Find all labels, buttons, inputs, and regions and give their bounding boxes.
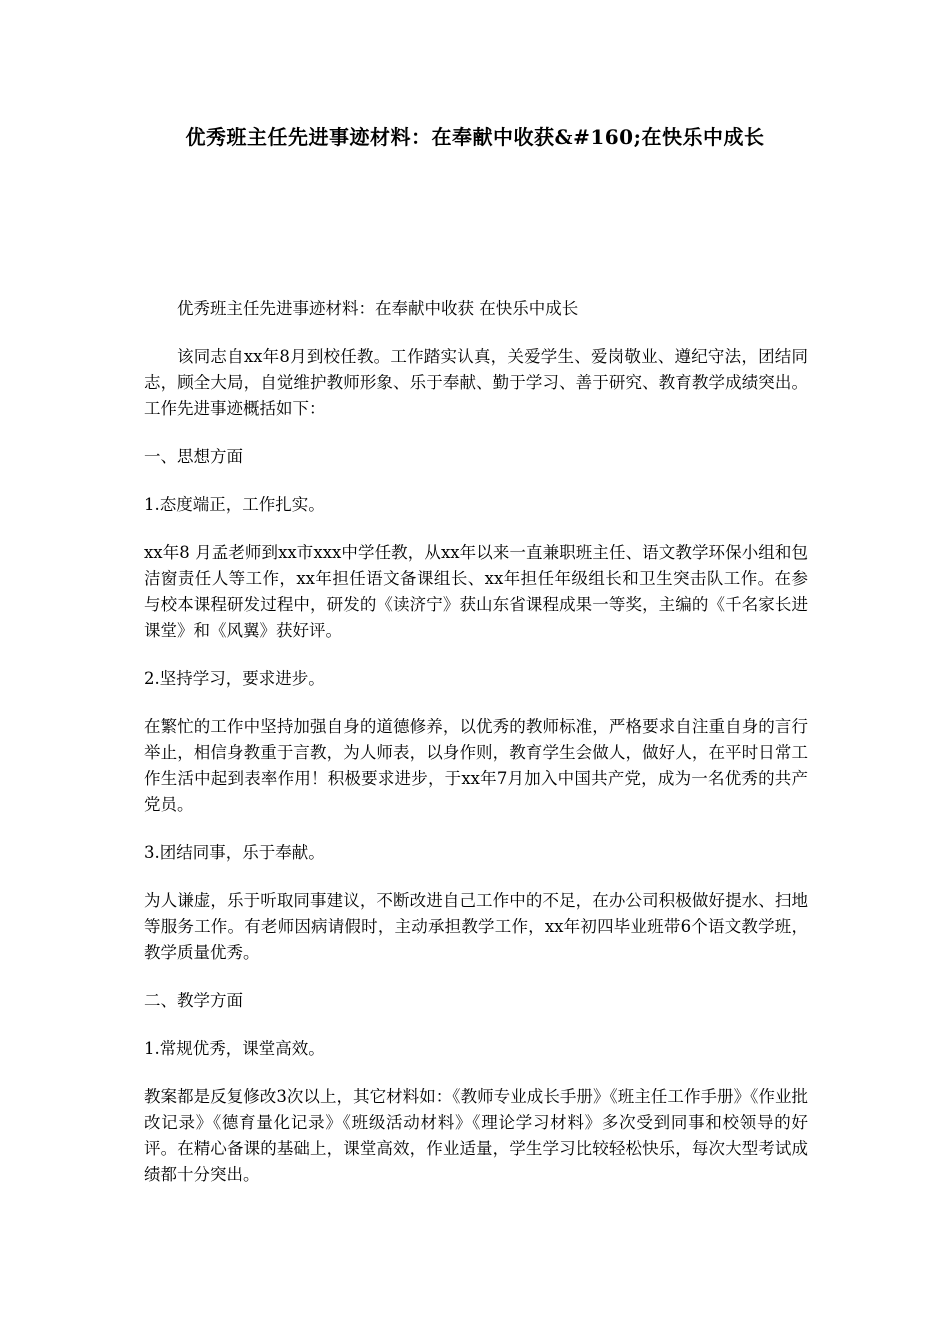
subheading-routine: 1.常规优秀，课堂高效。	[144, 1039, 325, 1058]
section-heading-teaching: 二、教学方面	[144, 991, 243, 1010]
document-title: 优秀班主任先进事迹材料：在奉献中收获&#160;在快乐中成长	[185, 125, 765, 149]
subheading-unity: 3.团结同事，乐于奉献。	[144, 843, 325, 862]
subtitle-paragraph: 优秀班主任先进事迹材料：在奉献中收获 在快乐中成长	[177, 299, 579, 318]
body-paragraph-learning: 在繁忙的工作中坚持加强自身的道德修养，以优秀的教师标准，严格要求自注重自身的言行举止，相信身教重于言教，为人师表，以身作则，教育学生会做人，做好人，在平时日常工作生活中起到表率作用！积极要求进步，于xx年7月加入中国共产党，成为一名优秀的共产党员。	[144, 717, 808, 814]
body-paragraph-unity: 为人谦虚，乐于听取同事建议，不断改进自己工作中的不足，在办公司积极做好提水、扫地等服务工作。有老师因病请假时，主动承担教学工作，xx年初四毕业班带6个语文教学班，教学质量优秀。	[144, 891, 808, 962]
subheading-attitude: 1.态度端正，工作扎实。	[144, 495, 325, 514]
section-heading-thought: 一、思想方面	[144, 447, 243, 466]
body-paragraph-attitude: xx年8 月孟老师到xx市xxx中学任教，从xx年以来一直兼职班主任、语文教学环保小组和包洁窗责任人等工作，xx年担任语文备课组长、xx年担任年级组长和卫生突击队工作。在参与校本课程研发过程中，研发的《读济宁》获山东省课程成果一等奖，主编的《千名家长进课堂》和《风翼》获好评。	[144, 543, 808, 640]
subheading-learning: 2.坚持学习，要求进步。	[144, 669, 325, 688]
document-body	[144, 296, 808, 1210]
intro-paragraph: 该同志自xx年8月到校任教。工作踏实认真，关爱学生、爱岗敬业、遵纪守法，团结同志，顾全大局，自觉维护教师形象、乐于奉献、勤于学习、善于研究、教育教学成绩突出。工作先进事迹概括如下：	[144, 347, 808, 418]
body-paragraph-routine: 教案都是反复修改3次以上，其它材料如：《教师专业成长手册》《班主任工作手册》《作业批改记录》《德育量化记录》《班级活动材料》《理论学习材料》多次受到同事和校领导的好评。在精心备课的基础上，课堂高效，作业适量，学生学习比较轻松快乐，每次大型考试成绩都十分突出。	[144, 1087, 808, 1184]
